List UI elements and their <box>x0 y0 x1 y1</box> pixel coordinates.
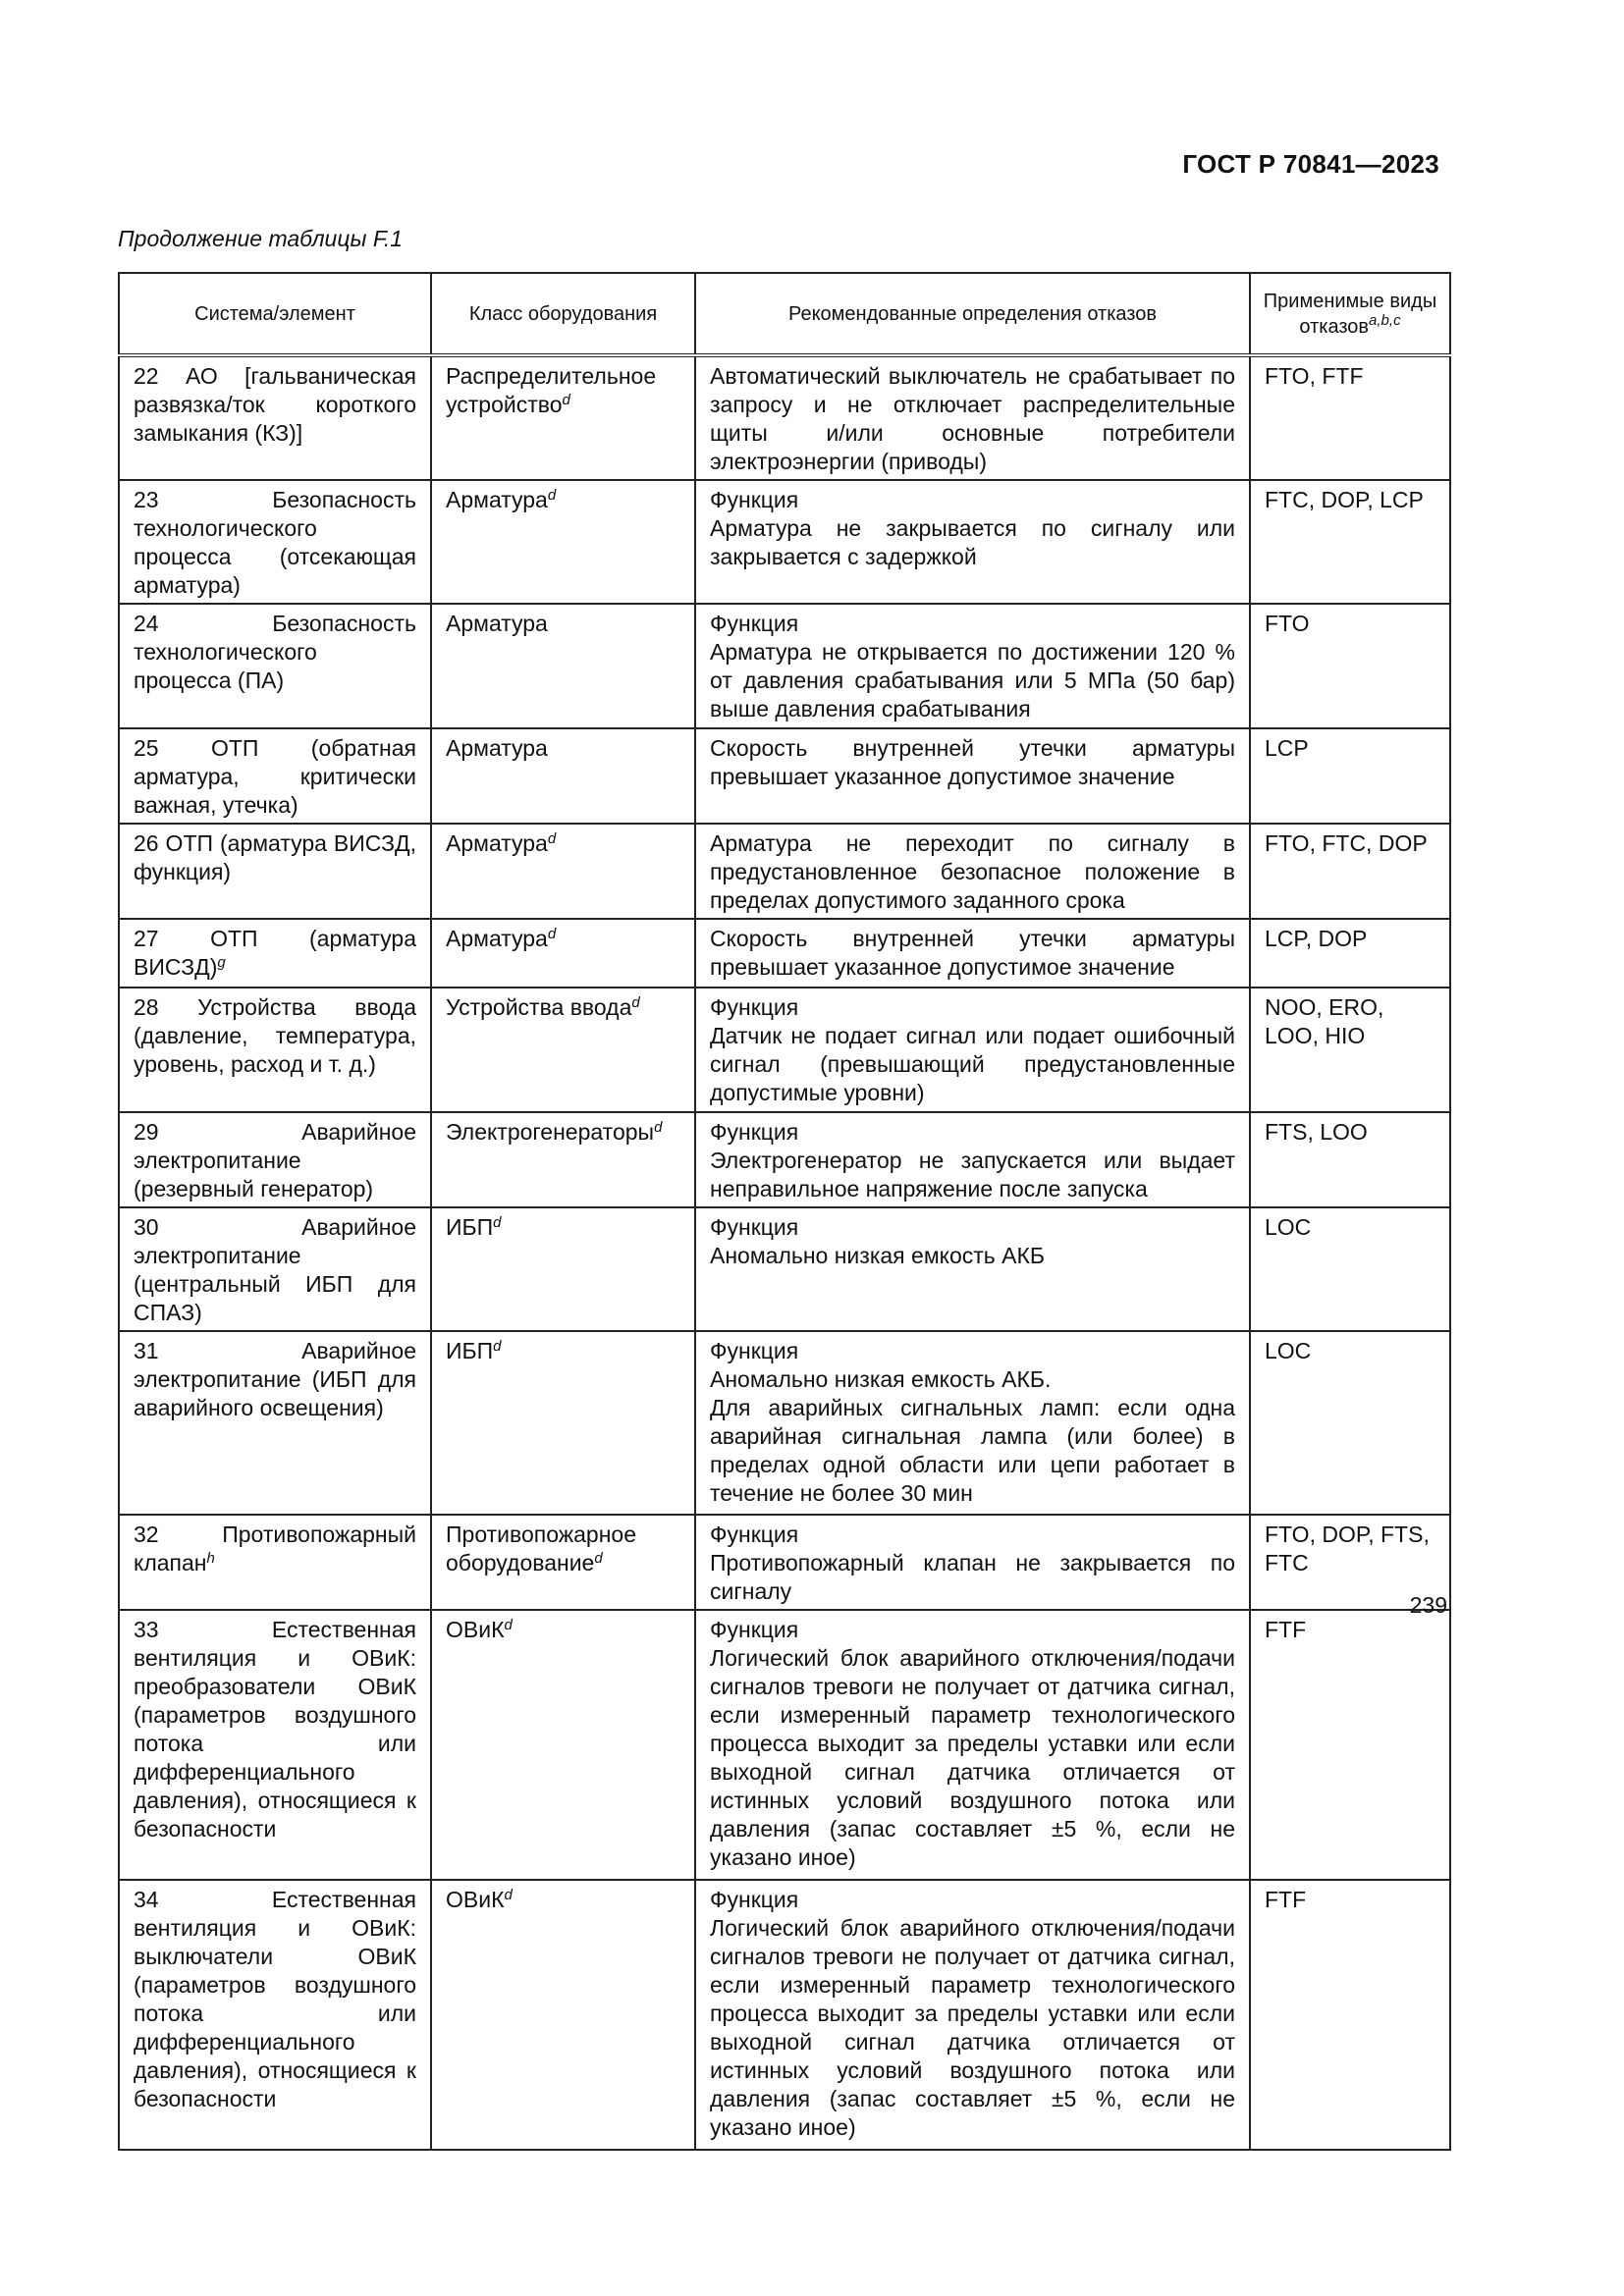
column-footnote-marks: a,b,c <box>1369 311 1401 329</box>
cell-equipment-class: ОВиК$^d$ <box>431 1610 695 1880</box>
cell-failure-modes: FTO, FTF <box>1250 355 1450 480</box>
table-row <box>119 1610 1450 1880</box>
footnote-mark: d <box>504 1887 513 1903</box>
cell-system: 31 Аварийное электропитание (ИБП для аварийного освещения) <box>119 1331 431 1515</box>
table-row <box>119 1207 1450 1331</box>
page-number: 239 <box>1409 1592 1447 1618</box>
cell-system: 33 Естественная вентиляция и ОВиК: преобразователи ОВиК (параметров воздушного потока или дифференциального давления), относящиеся к безопасности <box>119 1610 431 1880</box>
definition-line: Функция <box>710 994 799 1020</box>
table-row <box>119 1515 1450 1610</box>
definition-line: Арматура не открывается по достижении 120 % от давления срабатывания или 5 МПа (50 бар) выше давления срабатывания <box>710 639 1235 721</box>
cell-system: 34 Естественная вентиляция и ОВиК: выключатели ОВиК (параметров воздушного потока или дифференциального давления), относящиеся к безопасности <box>119 1880 431 2150</box>
table-row <box>119 1880 1450 2150</box>
definition-line: Для аварийных сигнальных ламп: если одна аварийная сигнальная лампа (или более) в пределах одной области или цепи работает в течение не более 30 мин <box>710 1395 1235 1506</box>
column-header-equipment-class: Класс оборудования <box>431 273 695 355</box>
table-header-row <box>119 273 1450 355</box>
cell-equipment-class: Устройства ввода$^d$ <box>431 988 695 1112</box>
cell-equipment-class: ИБП$^d$ <box>431 1331 695 1515</box>
table-row <box>119 355 1450 480</box>
cell-failure-definition <box>695 988 1250 1112</box>
failure-modes-table <box>118 272 1451 2151</box>
footnote-mark: d <box>562 392 570 408</box>
footnote-mark: h <box>206 1550 215 1567</box>
cell-failure-modes: FTC, DOP, LCP <box>1250 480 1450 604</box>
cell-equipment-class: Арматура <box>431 604 695 728</box>
definition-line: Аномально низкая емкость АКБ <box>710 1243 1045 1268</box>
cell-system: 25 ОТП (обратная арматура, критически важная, утечка) <box>119 728 431 824</box>
column-header-failure-modes: Применимые виды отказов$^{a,b,c}$ <box>1250 273 1450 355</box>
definition-line: Датчик не подает сигнал или подает ошибочный сигнал (превышающий предустановленные допустимые уровни) <box>710 1023 1235 1105</box>
cell-system: 28 Устройства ввода (давление, температура, уровень, расход и т. д.) <box>119 988 431 1112</box>
cell-system: 23 Безопасность технологического процесса (отсекающая арматура) <box>119 480 431 604</box>
footnote-mark: d <box>547 926 557 942</box>
definition-line: Функция <box>710 1338 799 1363</box>
definition-line: Логический блок аварийного отключения/подачи сигналов тревоги не получает от датчика сигнал, если измеренный параметр технологического процесса выходит за пределы уставки или если выходной сигнал датчика отличается от истинных условий воздушного потока или давления (запас составляет ±5 %, если не указано иное) <box>710 1645 1235 1870</box>
cell-failure-definition <box>695 728 1250 824</box>
table-row <box>119 988 1450 1112</box>
column-header-system: Система/элемент <box>119 273 431 355</box>
cell-failure-modes: FTO <box>1250 604 1450 728</box>
table-row <box>119 728 1450 824</box>
table-row <box>119 919 1450 988</box>
cell-failure-modes: FTO, DOP, FTS, FTC <box>1250 1515 1450 1610</box>
cell-failure-definition <box>695 824 1250 919</box>
cell-failure-modes: LCP <box>1250 728 1450 824</box>
cell-equipment-class: ОВиК$^d$ <box>431 1880 695 2150</box>
cell-equipment-class: ИБП$^d$ <box>431 1207 695 1331</box>
definition-line: Функция <box>710 1887 799 1912</box>
definition-line: Арматура не закрывается по сигналу или закрывается с задержкой <box>710 515 1235 569</box>
definition-line: Скорость внутренней утечки арматуры превышает указанное допустимое значение <box>710 735 1235 789</box>
cell-failure-definition <box>695 604 1250 728</box>
cell-failure-modes: LCP, DOP <box>1250 919 1450 988</box>
definition-line: Электрогенератор не запускается или выдает неправильное напряжение после запуска <box>710 1148 1235 1201</box>
footnote-mark: g <box>217 954 226 971</box>
definition-line: Функция <box>710 1522 799 1547</box>
footnote-mark: d <box>594 1550 603 1567</box>
cell-equipment-class: Противопожарное оборудование$^d$ <box>431 1515 695 1610</box>
definition-line: Логический блок аварийного отключения/подачи сигналов тревоги не получает от датчика сигнал, если измеренный параметр технологического процесса выходит за пределы уставки или если выходной сигнал датчика отличается от истинных условий воздушного потока или давления (запас составляет ±5 %, если не указано иное) <box>710 1915 1235 2140</box>
cell-system: 32 Противопожарный клапан$^h$ <box>119 1515 431 1610</box>
cell-failure-modes: LOC <box>1250 1207 1450 1331</box>
definition-line: Аномально низкая емкость АКБ. <box>710 1366 1052 1392</box>
cell-failure-definition <box>695 1880 1250 2150</box>
cell-failure-definition <box>695 1207 1250 1331</box>
cell-system: 24 Безопасность технологического процесса (ПА) <box>119 604 431 728</box>
table-row <box>119 480 1450 604</box>
definition-line: Арматура не переходит по сигналу в предустановленное безопасное положение в пределах допустимого заданного срока <box>710 830 1235 913</box>
footnote-mark: d <box>547 830 557 847</box>
definition-line: Автоматический выключатель не срабатывает по запросу и не отключает распределительные щиты и/или основные потребители электроэнергии (приводы) <box>710 363 1235 474</box>
cell-system: 26 ОТП (арматура ВИСЗД, функция) <box>119 824 431 919</box>
definition-line: Скорость внутренней утечки арматуры превышает указанное допустимое значение <box>710 926 1235 980</box>
cell-system: 30 Аварийное электропитание (центральный ИБП для СПАЗ) <box>119 1207 431 1331</box>
cell-failure-definition <box>695 919 1250 988</box>
definition-line: Функция <box>710 611 799 636</box>
cell-equipment-class: Электрогенераторы$^d$ <box>431 1112 695 1207</box>
column-header-definitions: Рекомендованные определения отказов <box>695 273 1250 355</box>
table-row <box>119 824 1450 919</box>
footnote-mark: d <box>493 1214 502 1231</box>
footnote-mark: d <box>654 1119 663 1136</box>
table-caption: Продолжение таблицы F.1 <box>118 226 404 251</box>
document-code: ГОСТ Р 70841—2023 <box>1182 149 1439 179</box>
cell-failure-definition <box>695 1331 1250 1515</box>
definition-line: Функция <box>710 1617 799 1642</box>
cell-failure-modes: NOO, ERO, LOO, HIO <box>1250 988 1450 1112</box>
cell-failure-modes: FTO, FTC, DOP <box>1250 824 1450 919</box>
cell-system: 27 ОТП (арматура ВИСЗД)$^g$ <box>119 919 431 988</box>
table-row <box>119 1112 1450 1207</box>
footnote-mark: d <box>493 1338 502 1355</box>
cell-failure-definition <box>695 480 1250 604</box>
cell-failure-modes: FTF <box>1250 1610 1450 1880</box>
cell-system: 22 АО [гальваническая развязка/ток короткого замыкания (КЗ)] <box>119 355 431 480</box>
cell-equipment-class: Арматура <box>431 728 695 824</box>
definition-line: Функция <box>710 1119 799 1145</box>
cell-failure-definition <box>695 1610 1250 1880</box>
definition-line: Функция <box>710 1214 799 1240</box>
cell-equipment-class: Распределительное устройство$^d$ <box>431 355 695 480</box>
footnote-mark: d <box>547 487 557 504</box>
table-row <box>119 1331 1450 1515</box>
cell-system: 29 Аварийное электропитание (резервный генератор) <box>119 1112 431 1207</box>
definition-line: Функция <box>710 487 799 512</box>
cell-failure-modes: FTF <box>1250 1880 1450 2150</box>
table-row <box>119 604 1450 728</box>
cell-failure-modes: FTS, LOO <box>1250 1112 1450 1207</box>
cell-equipment-class: Арматура$^d$ <box>431 480 695 604</box>
footnote-mark: d <box>504 1617 513 1633</box>
cell-failure-definition <box>695 1515 1250 1610</box>
cell-failure-modes: LOC <box>1250 1331 1450 1515</box>
cell-failure-definition <box>695 1112 1250 1207</box>
cell-failure-definition <box>695 355 1250 480</box>
cell-equipment-class: Арматура$^d$ <box>431 824 695 919</box>
footnote-mark: d <box>631 994 640 1011</box>
cell-equipment-class: Арматура$^d$ <box>431 919 695 988</box>
definition-line: Противопожарный клапан не закрывается по сигналу <box>710 1550 1235 1604</box>
